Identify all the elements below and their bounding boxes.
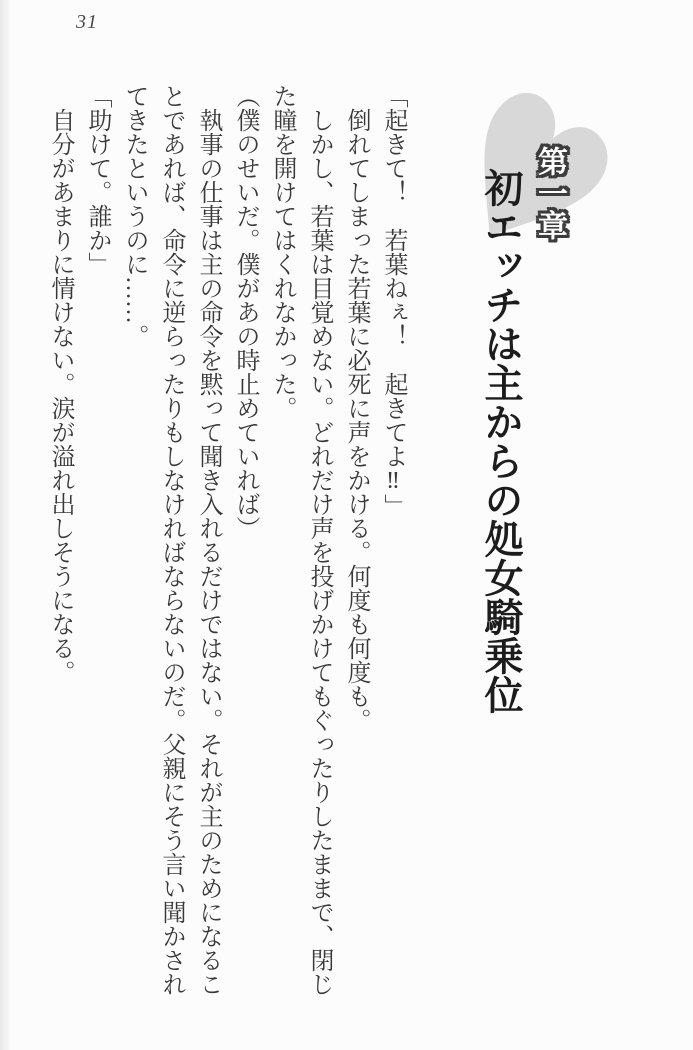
text-column: しかし、若葉は目覚めない。どれだけ声を投げかけてもぐったりしたままで、閉じ	[306, 108, 332, 996]
page-number: 31	[76, 11, 98, 33]
text-column: 「起きて！ 若葉ねぇ！ 起きてよ‼」	[380, 84, 406, 518]
text-column: 「助けて。誰か」	[84, 84, 110, 276]
text-column: てきたというのに……。	[121, 84, 147, 348]
text-column: 倒れてしまった若葉に必死に声をかける。何度も何度も。	[343, 108, 369, 732]
text-column: とであれば、命令に逆らったりもしなければならないのだ。父親にそう言い聞かされ	[158, 84, 184, 996]
body-text	[0, 84, 693, 1018]
text-column: 執事の仕事は主の命令を黙って聞き入れるだけではない。それが主のためになるこ	[195, 108, 221, 996]
chapter-label: 第一章	[533, 146, 566, 242]
text-column: 自分があまりに情けない。涙が溢れ出しそうになる。	[47, 108, 73, 684]
text-column: た瞳を開けてはくれなかった。	[269, 84, 295, 420]
chapter-title: 初エッチは主からの処女騎乗位	[479, 168, 522, 714]
text-column: （僕のせいだ。僕があの時止めていれば）	[232, 84, 258, 540]
